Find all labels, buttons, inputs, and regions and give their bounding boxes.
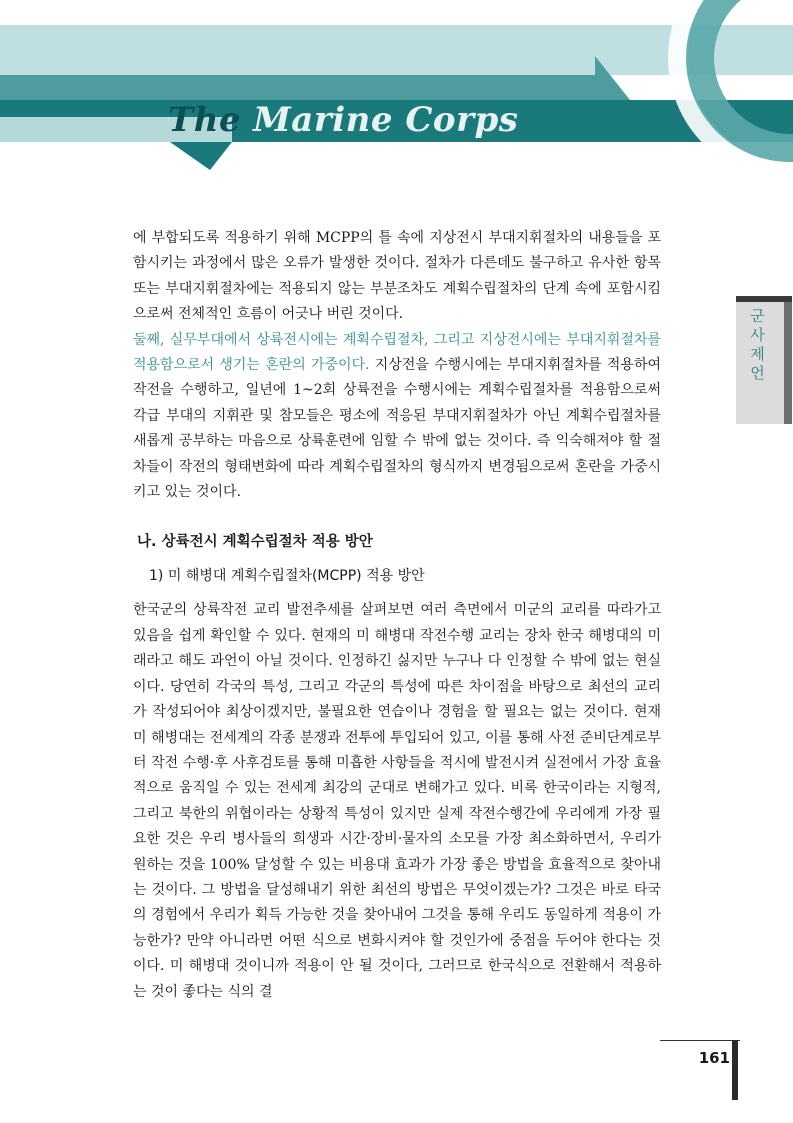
side-tab-label: 군사제언 [748,308,766,384]
page-header-banner [0,0,793,200]
banner-title [168,100,518,140]
footer-rule [660,1040,740,1041]
section-side-tab [736,296,792,424]
banner-pointer [170,142,232,170]
paragraph-2 [133,328,661,506]
paragraph-2-highlight: 둘째, 실무부대에서 상륙전시에는 계획수립절차, 그리고 지상전시에는 부대지휘절차를 적용함으로서 생기는 혼란의 가중이다. [133,331,661,374]
banner-title-word1: The [168,100,242,140]
paragraph-3: 한국군의 상륙작전 교리 발전추세를 살펴보면 여러 측면에서 미군의 교리를 따라가고 있음을 쉽게 확인할 수 있다. 현재의 미 해병대 작전수행 교리는 장차 한국 해병대의 미래라고 해도 과언이 아닐 것이다. 인정하긴 싫지만 누구나 다 인정할 수 밖에 없는 현실이다. 당연히 각국의 특성, 그리고 각군의 특성에 따른 차이점을 바탕으로 최선의 교리가 작성되어야 최상이겠지만, 불필요한 연습이나 경험을 할 필요는 없는 것이다. 현재 미 해병대는 전세계의 각종 분쟁과 전투에 투입되어 있고, 이를 통해 사전 준비단계로부터 작전 수행·후 사후검토를 통해 미흡한 사항들을 적시에 발전시켜 실전에서 가장 효율적으로 움직일 수 있는 전세계 최강의 군대로 변해가고 있다. 비록 한국이라는 지형적, 그리고 북한의 위협이라는 상황적 특성이 있지만 실제 작전수행간에 우리에게 가장 필요한 것은 우리 병사들의 희생과 시간·장비·물자의 소모를 가장 최소화하면서, 우리가 원하는 것을 100% 달성할 수 있는 비용대 효과가 가장 좋은 방법을 효율적으로 찾아내는 것이다. 그 방법을 달성해내기 위한 최선의 방법은 무엇이겠는가? 그것은 바로 타국의 경험에서 우리가 획득 가능한 것을 찾아내어 그것을 통해 우리도 동일하게 적용이 가능한가? 만약 아니라면 어떤 식으로 변화시켜야 할 것인가에 중점을 두어야 한다는 것이다. 미 해병대 것이니까 적용이 안 될 것이다, 그러므로 한국식으로 전환해서 적용하는 것이 좋다는 식의 결 [133,602,661,1000]
banner-title-word2: Marine Corps [253,100,519,140]
page-number: 161 [698,1049,730,1067]
footer-vertical-bar [732,1040,738,1100]
article-body [133,226,661,1005]
section-heading: 나. 상륙전시 계획수립절차 적용 방안 [137,534,373,551]
section-subheading: 1) 미 해병대 계획수립절차(MCPP) 적용 방안 [149,568,425,585]
paragraph-2-text: 지상전을 수행시에는 부대지휘절차를 적용하여 작전을 수행하고, 일년에 1~2회 상륙전을 수행시에는 계획수립절차를 적용함으로써 각급 부대의 지휘관 및 참모들은 평소에 적응된 부대지휘절차가 아닌 계획수립절차를 새롭게 공부하는 마음으로 상륙훈련에 임할 수 밖에 없는 것이다. 즉 익숙해져야 할 절차들이 작전의 형태변화에 따라 계획수립절차의 형식까지 변경됨으로써 혼란을 가중시키고 있는 것이다. [133,357,662,501]
paragraph-1: 에 부합되도록 적용하기 위해 MCPP의 틀 속에 지상전시 부대지휘절차의 내용들을 포함시키는 과정에서 많은 오류가 발생한 것이다. 절차가 다른데도 불구하고 유사한 항목 또는 부대지휘절차에는 적용되지 않는 부분조차도 계획수립절차의 단계 속에 포함시킴으로써 전체적인 흐름이 어긋나 버린 것이다. [133,230,661,323]
page-footer [660,1040,740,1105]
